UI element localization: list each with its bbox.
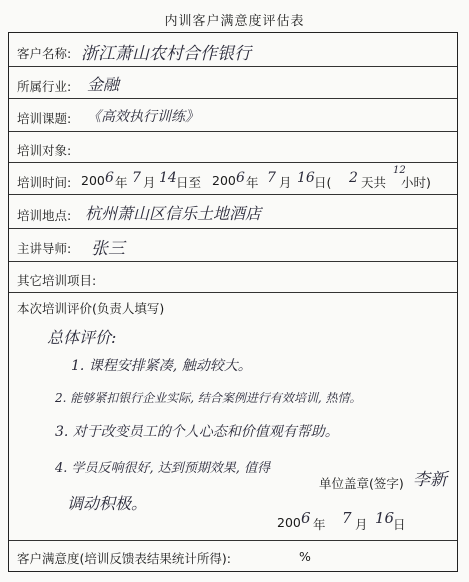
evaluation-last-line: 调动积极。 (67, 494, 148, 513)
evaluation-line-4: 4. 学员反响很好, 达到预期效果, 值得 (55, 461, 271, 476)
sign-date-year-unit: 年 (313, 517, 326, 532)
location-label: 培训地点: (17, 208, 72, 223)
topic-value: 《高效执行训练》 (87, 109, 199, 125)
signature: 李新 (413, 470, 447, 490)
evaluation-section (9, 293, 457, 541)
evaluation-heading: 本次培训评价(负责人填写) (17, 301, 165, 316)
seal-label: 单位盖章(签字) (319, 476, 404, 491)
row-trainer (9, 229, 457, 262)
other-items-label: 其它培训项目: (17, 273, 97, 288)
client-name-value: 浙江萧山农村合作银行 (81, 44, 251, 64)
time-end-month: 7 (267, 170, 276, 186)
time-end-day-unit: 日( (314, 175, 332, 190)
time-month-unit: 月 (143, 175, 156, 190)
sign-date-year-hw: 6 (301, 509, 311, 527)
industry-value: 金融 (87, 75, 120, 94)
row-location (9, 195, 457, 229)
time-end-year: 200 (212, 173, 236, 188)
time-end-month-unit: 月 (279, 175, 292, 190)
location-value: 杭州萧山区信乐土地酒店 (85, 204, 262, 223)
client-name-label: 客户名称: (17, 46, 72, 61)
evaluation-line-1: 1. 课程安排紧凑, 触动较大。 (71, 358, 252, 374)
satisfaction-unit: % (299, 549, 311, 564)
time-start-day: 14 (159, 170, 177, 186)
trainer-label: 主讲导师: (17, 241, 72, 256)
time-label: 培训时间: (17, 175, 72, 190)
sign-date-year: 200 (277, 515, 301, 530)
sign-date-month: 7 (342, 509, 352, 527)
time-hours-unit: 小时) (401, 175, 431, 190)
evaluation-line-3: 3. 对于改变员工的个人心态和价值观有帮助。 (55, 424, 339, 440)
evaluation-form (8, 32, 458, 572)
satisfaction-label: 客户满意度(培训反馈表结果统计所得): (17, 551, 231, 566)
row-other-items (9, 262, 457, 293)
evaluation-summary-title: 总体评价: (47, 328, 117, 347)
time-end-year-unit: 年 (246, 175, 259, 190)
sign-date-day-unit: 日 (393, 517, 406, 532)
row-audience (9, 132, 457, 163)
form-title: 内训客户满意度评估表 (164, 14, 305, 29)
row-topic (9, 99, 457, 132)
trainer-value: 张三 (91, 239, 125, 259)
row-client-name (9, 33, 457, 67)
time-end-year-hw: 6 (236, 170, 245, 186)
row-time (9, 163, 457, 195)
topic-label: 培训课题: (17, 111, 72, 126)
time-days: 2 (349, 170, 358, 186)
sign-date-day: 16 (375, 509, 395, 527)
time-start-year-hw: 6 (105, 170, 114, 186)
audience-label: 培训对象: (17, 143, 72, 158)
time-start-year-unit: 年 (115, 175, 128, 190)
evaluation-line-2: 2. 能够紧扣银行企业实际, 结合案例进行有效培训, 热情。 (55, 391, 362, 405)
industry-label: 所属行业: (17, 79, 72, 94)
time-start-year: 200 (81, 173, 105, 188)
time-end-day: 16 (297, 170, 315, 186)
row-industry (9, 67, 457, 99)
time-hours: 12 (393, 165, 406, 176)
time-days-unit: 天共 (361, 175, 387, 190)
row-satisfaction (9, 541, 457, 571)
time-start-month: 7 (132, 170, 141, 186)
time-day-unit: 日至 (176, 175, 202, 190)
sign-date-month-unit: 月 (355, 517, 368, 532)
